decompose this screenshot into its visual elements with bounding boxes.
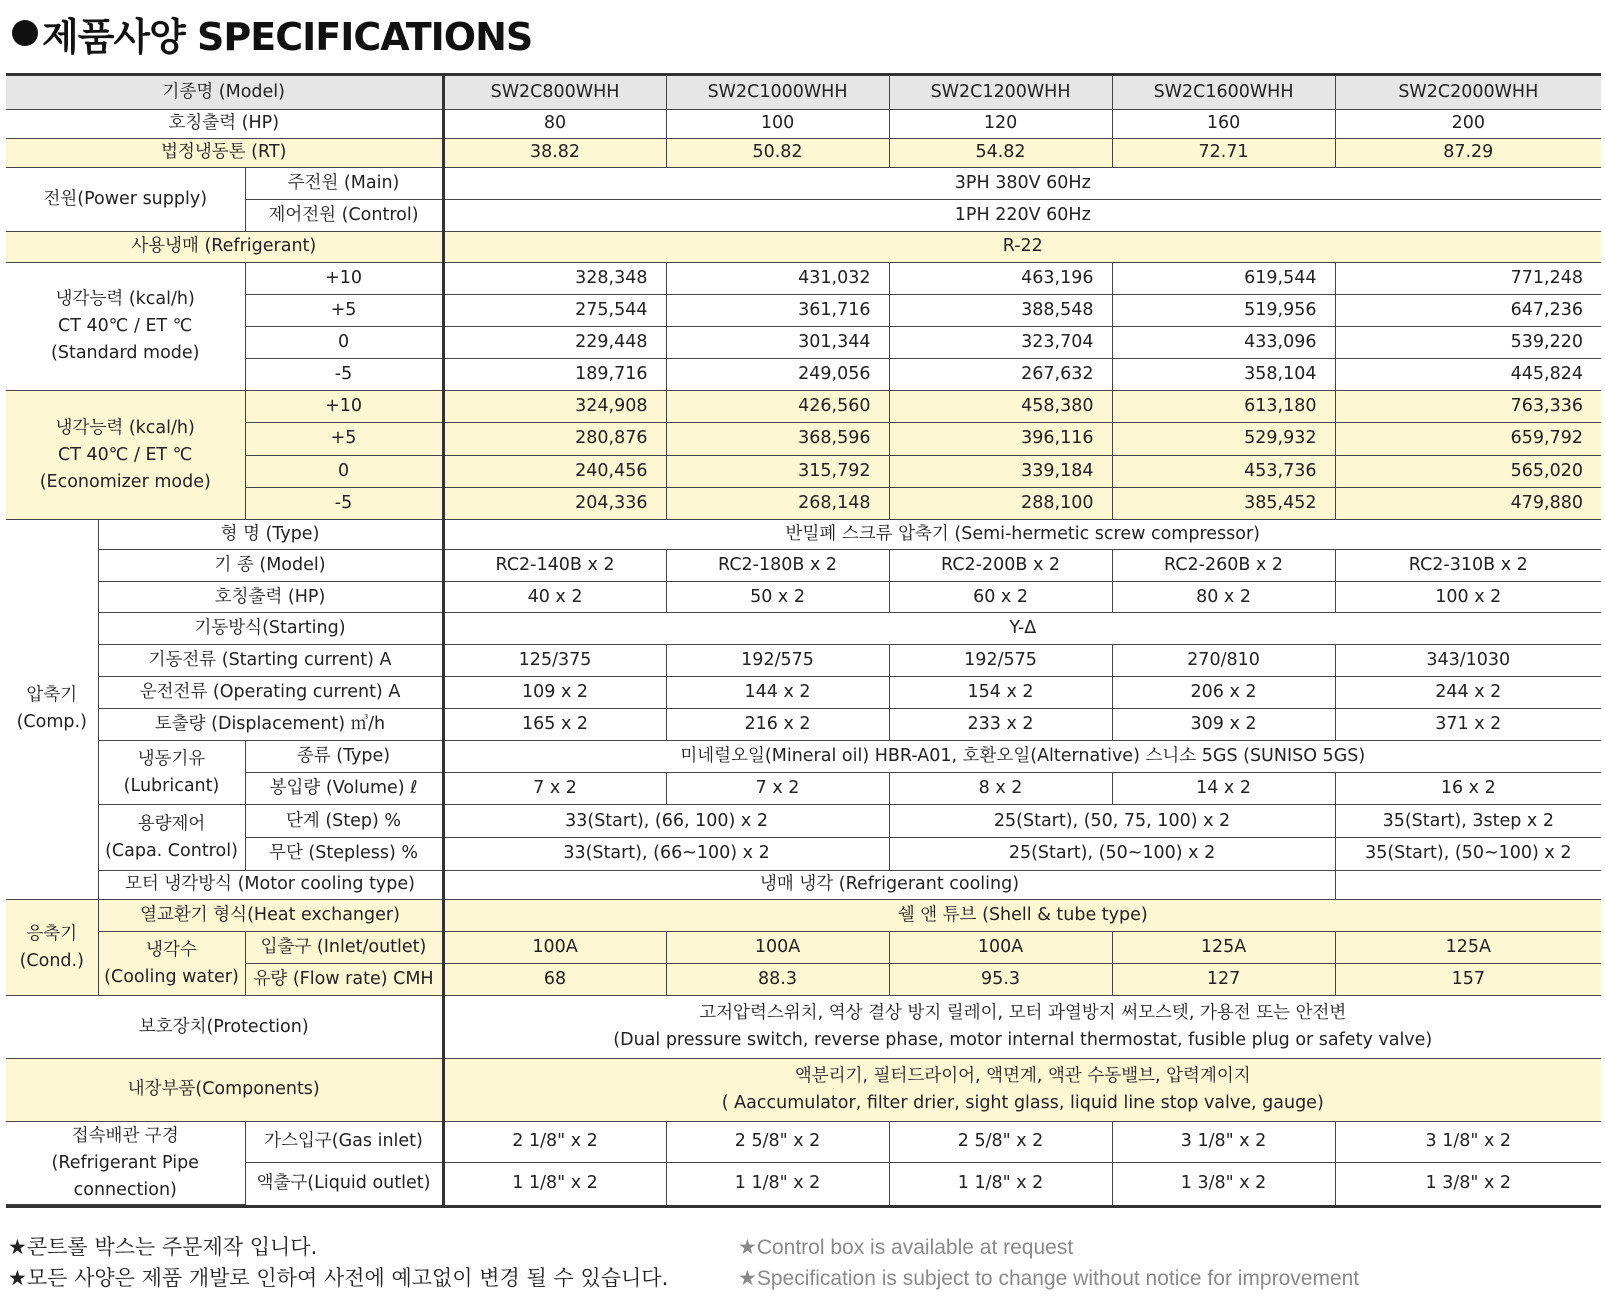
cond-hx-value: 쉘 앤 튜브 (Shell & tube type) — [443, 899, 1601, 931]
model-name: SW2C1600WHH — [1112, 76, 1335, 109]
protection-value-line: 고저압력스위치, 역상 결상 방지 릴레이, 모터 과열방지 써모스텟, 가용전 또는 안전변 — [699, 1003, 1347, 1024]
economizer-value: 385,452 — [1112, 487, 1335, 519]
standard-value: 328,348 — [443, 262, 666, 294]
components-value-line: 액분리기, 필터드라이어, 액면계, 액관 수동밸브, 압력계이지 — [794, 1065, 1251, 1086]
protection-value — [443, 996, 1601, 1058]
comp-model-value: RC2-200B x 2 — [889, 550, 1112, 582]
capa-step-value: 33(Start), (66, 100) x 2 — [443, 805, 889, 837]
economizer-value: 324,908 — [443, 391, 666, 423]
spec-table-wrapper — [6, 73, 1601, 1208]
page-title-text: 제품사양 SPECIFICATIONS — [42, 14, 533, 59]
pipe-gas-label: 가스입구(Gas inlet) — [245, 1122, 443, 1163]
bullet-icon — [12, 20, 38, 46]
pipe-label — [6, 1122, 245, 1205]
cond-flow-value: 95.3 — [889, 964, 1112, 996]
comp-op-current-value: 154 x 2 — [889, 676, 1112, 708]
lub-volume-value: 7 x 2 — [443, 773, 666, 805]
table-row-comp-starting — [6, 613, 1601, 644]
capa-label — [98, 805, 245, 870]
economizer-label-line: (Economizer mode) — [39, 471, 211, 492]
comp-label — [6, 519, 98, 899]
cond-flow-label: 유량 (Flow rate) CMH — [245, 964, 443, 996]
table-row-hp — [6, 109, 1601, 138]
model-name: SW2C2000WHH — [1335, 76, 1601, 109]
standard-label-line: (Standard mode) — [51, 342, 200, 363]
cond-flow-value: 88.3 — [666, 964, 889, 996]
standard-value: 229,448 — [443, 326, 666, 358]
capa-stepless-value: 33(Start), (66~100) x 2 — [443, 837, 889, 870]
economizer-temp: +10 — [245, 391, 443, 423]
pipe-gas-value: 2 1/8" x 2 — [443, 1122, 666, 1163]
standard-value: 358,104 — [1112, 359, 1335, 391]
note-line: ★Specification is subject to change without notice for improvement — [738, 1267, 1360, 1290]
table-row-refrigerant — [6, 232, 1601, 262]
comp-model-value: RC2-310B x 2 — [1335, 550, 1601, 582]
table-row-capa-stepless — [6, 837, 1601, 870]
economizer-value: 659,792 — [1335, 423, 1601, 455]
standard-value: 388,548 — [889, 294, 1112, 326]
comp-op-current-label: 운전전류 (Operating current) A — [98, 676, 443, 708]
table-row-comp-op-current — [6, 676, 1601, 708]
standard-value: 361,716 — [666, 294, 889, 326]
lub-volume-value: 16 x 2 — [1335, 773, 1601, 805]
table-row-cond-flow — [6, 964, 1601, 996]
table-row-lub-volume — [6, 773, 1601, 805]
lub-volume-value: 8 x 2 — [889, 773, 1112, 805]
comp-disp-value: 371 x 2 — [1335, 708, 1601, 740]
economizer-value: 339,184 — [889, 455, 1112, 487]
table-row-comp-type — [6, 519, 1601, 549]
hp-value: 80 — [443, 109, 666, 138]
pipe-liquid-value: 1 1/8" x 2 — [666, 1162, 889, 1204]
english-notes — [738, 1232, 1359, 1294]
pipe-liquid-value: 1 1/8" x 2 — [889, 1162, 1112, 1204]
economizer-temp: 0 — [245, 455, 443, 487]
pipe-label-line: (Refrigerant Pipe connection) — [51, 1152, 199, 1200]
standard-value: 275,544 — [443, 294, 666, 326]
table-row-lub-type — [6, 741, 1601, 773]
pipe-liquid-value: 1 3/8" x 2 — [1112, 1162, 1335, 1204]
economizer-value: 240,456 — [443, 455, 666, 487]
refrigerant-label: 사용냉매 (Refrigerant) — [6, 232, 443, 262]
rt-value: 50.82 — [666, 138, 889, 167]
comp-op-current-value: 109 x 2 — [443, 676, 666, 708]
table-row-economizer — [6, 455, 1601, 487]
power-control-label: 제어전원 (Control) — [245, 200, 443, 232]
comp-op-current-value: 144 x 2 — [666, 676, 889, 708]
economizer-value: 396,116 — [889, 423, 1112, 455]
standard-value: 445,824 — [1335, 359, 1601, 391]
economizer-value: 288,100 — [889, 487, 1112, 519]
economizer-value: 763,336 — [1335, 391, 1601, 423]
comp-disp-value: 233 x 2 — [889, 708, 1112, 740]
standard-value: 249,056 — [666, 359, 889, 391]
table-row-components — [6, 1058, 1601, 1121]
comp-hp-value: 40 x 2 — [443, 582, 666, 613]
capa-step-label: 단계 (Step) % — [245, 805, 443, 837]
economizer-value: 565,020 — [1335, 455, 1601, 487]
power-label: 전원(Power supply) — [6, 168, 245, 232]
refrigerant-value: R-22 — [443, 232, 1601, 262]
lub-label — [98, 741, 245, 805]
standard-value: 301,344 — [666, 326, 889, 358]
page-title — [12, 8, 532, 58]
table-row-cond-inlet — [6, 932, 1601, 964]
capa-stepless-value: 35(Start), (50~100) x 2 — [1335, 837, 1601, 870]
table-row-header — [6, 76, 1601, 109]
table-row-standard — [6, 294, 1601, 326]
pipe-gas-value: 3 1/8" x 2 — [1112, 1122, 1335, 1163]
economizer-value: 453,736 — [1112, 455, 1335, 487]
comp-hp-value: 50 x 2 — [666, 582, 889, 613]
rt-value: 87.29 — [1335, 138, 1601, 167]
economizer-label-line: CT 40℃ / ET ℃ — [58, 444, 193, 465]
comp-start-current-value: 125/375 — [443, 644, 666, 676]
comp-model-value: RC2-260B x 2 — [1112, 550, 1335, 582]
standard-value: 647,236 — [1335, 294, 1601, 326]
table-row-rt — [6, 138, 1601, 167]
economizer-value: 529,932 — [1112, 423, 1335, 455]
pipe-liquid-value: 1 3/8" x 2 — [1335, 1162, 1601, 1204]
table-row-economizer — [6, 423, 1601, 455]
cond-hx-label: 열교환기 형식(Heat exchanger) — [98, 899, 443, 931]
comp-op-current-value: 206 x 2 — [1112, 676, 1335, 708]
power-control-value: 1PH 220V 60Hz — [443, 200, 1601, 232]
standard-value: 431,032 — [666, 262, 889, 294]
pipe-gas-value: 2 5/8" x 2 — [666, 1122, 889, 1163]
standard-temp: -5 — [245, 359, 443, 391]
rt-value: 38.82 — [443, 138, 666, 167]
comp-disp-value: 165 x 2 — [443, 708, 666, 740]
cond-label-line: 응축기 — [26, 923, 78, 944]
capa-step-value: 35(Start), 3step x 2 — [1335, 805, 1601, 837]
model-name: SW2C1000WHH — [666, 76, 889, 109]
table-row-motor-cooling — [6, 870, 1601, 899]
table-row-capa-step — [6, 805, 1601, 837]
comp-starting-value: Y-Δ — [443, 613, 1601, 644]
model-header-label: 기종명 (Model) — [6, 76, 443, 109]
comp-type-label: 형 명 (Type) — [98, 519, 443, 549]
table-row-power-main — [6, 168, 1601, 200]
comp-label-line: 압축기 — [26, 685, 78, 706]
cooling-water-label — [98, 932, 245, 996]
table-row-cond-hx — [6, 899, 1601, 931]
pipe-gas-value: 3 1/8" x 2 — [1335, 1122, 1601, 1163]
economizer-mode-label — [6, 391, 245, 520]
comp-label-line: (Comp.) — [16, 712, 87, 733]
cond-inlet-value: 100A — [443, 932, 666, 964]
cond-label — [6, 899, 98, 996]
lub-label-line: 냉동기유 — [137, 748, 206, 769]
cond-flow-value: 68 — [443, 964, 666, 996]
table-row-standard — [6, 359, 1601, 391]
hp-value: 120 — [889, 109, 1112, 138]
protection-label: 보호장치(Protection) — [6, 996, 443, 1058]
standard-temp: 0 — [245, 326, 443, 358]
note-line: ★모든 사양은 제품 개발로 인하여 사전에 예고없이 변경 될 수 있습니다. — [8, 1266, 669, 1290]
economizer-value: 368,596 — [666, 423, 889, 455]
comp-disp-label: 토출량 (Displacement) ㎥/h — [98, 708, 443, 740]
comp-op-current-value: 244 x 2 — [1335, 676, 1601, 708]
motor-cooling-empty — [1335, 870, 1601, 899]
motor-cooling-label: 모터 냉각방식 (Motor cooling type) — [98, 870, 443, 899]
capa-label-line: (Capa. Control) — [105, 840, 238, 861]
components-label: 내장부품(Components) — [6, 1058, 443, 1121]
rt-value: 72.71 — [1112, 138, 1335, 167]
lub-volume-value: 7 x 2 — [666, 773, 889, 805]
table-row-economizer — [6, 391, 1601, 423]
lub-volume-label: 봉입량 (Volume) ℓ — [245, 773, 443, 805]
note-line: ★콘트롤 박스는 주문제작 입니다. — [8, 1235, 318, 1259]
cond-inlet-value: 125A — [1335, 932, 1601, 964]
protection-value-line: (Dual pressure switch, reverse phase, motor internal thermostat, fusible plug or safety valve) — [613, 1030, 1433, 1051]
economizer-value: 479,880 — [1335, 487, 1601, 519]
hp-value: 100 — [666, 109, 889, 138]
table-row-standard — [6, 326, 1601, 358]
capa-step-value: 25(Start), (50, 75, 100) x 2 — [889, 805, 1335, 837]
standard-value: 619,544 — [1112, 262, 1335, 294]
cond-flow-value: 127 — [1112, 964, 1335, 996]
components-value — [443, 1058, 1601, 1121]
comp-model-value: RC2-180B x 2 — [666, 550, 889, 582]
comp-hp-value: 60 x 2 — [889, 582, 1112, 613]
economizer-label-line: 냉각능력 (kcal/h) — [55, 417, 195, 438]
table-row-pipe-liquid — [6, 1162, 1601, 1204]
table-row-comp-hp — [6, 582, 1601, 613]
capa-stepless-value: 25(Start), (50~100) x 2 — [889, 837, 1335, 870]
cond-flow-value: 157 — [1335, 964, 1601, 996]
lub-volume-value: 14 x 2 — [1112, 773, 1335, 805]
comp-start-current-value: 343/1030 — [1335, 644, 1601, 676]
capa-label-line: 용량제어 — [137, 813, 206, 834]
standard-value: 539,220 — [1335, 326, 1601, 358]
comp-start-current-value: 270/810 — [1112, 644, 1335, 676]
standard-mode-label — [6, 262, 245, 391]
comp-model-label: 기 종 (Model) — [98, 550, 443, 582]
lub-type-value: 미네럴오일(Mineral oil) HBR-A01, 호환오일(Alternative) 스니소 5GS (SUNISO 5GS) — [443, 741, 1601, 773]
economizer-value: 280,876 — [443, 423, 666, 455]
table-row-economizer — [6, 487, 1601, 519]
comp-disp-value: 309 x 2 — [1112, 708, 1335, 740]
economizer-temp: +5 — [245, 423, 443, 455]
standard-value: 433,096 — [1112, 326, 1335, 358]
standard-value: 323,704 — [889, 326, 1112, 358]
capa-stepless-label: 무단 (Stepless) % — [245, 837, 443, 870]
spec-table — [6, 76, 1601, 1205]
comp-hp-value: 80 x 2 — [1112, 582, 1335, 613]
comp-start-current-label: 기동전류 (Starting current) A — [98, 644, 443, 676]
model-name: SW2C800WHH — [443, 76, 666, 109]
comp-start-current-value: 192/575 — [666, 644, 889, 676]
cooling-water-label-line: 냉각수 — [146, 939, 197, 960]
cond-inlet-value: 100A — [889, 932, 1112, 964]
korean-notes — [8, 1232, 668, 1294]
standard-value: 519,956 — [1112, 294, 1335, 326]
economizer-value: 426,560 — [666, 391, 889, 423]
cond-inlet-value: 125A — [1112, 932, 1335, 964]
standard-value: 189,716 — [443, 359, 666, 391]
hp-value: 160 — [1112, 109, 1335, 138]
model-name: SW2C1200WHH — [889, 76, 1112, 109]
note-line: ★Control box is available at request — [738, 1236, 1074, 1259]
pipe-label-line: 접속배관 구경 — [71, 1125, 179, 1146]
comp-model-value: RC2-140B x 2 — [443, 550, 666, 582]
cond-inlet-label: 입출구 (Inlet/outlet) — [245, 932, 443, 964]
cooling-water-label-line: (Cooling water) — [104, 966, 239, 987]
table-row-comp-start-current — [6, 644, 1601, 676]
table-row-comp-model — [6, 550, 1601, 582]
cond-inlet-value: 100A — [666, 932, 889, 964]
hp-value: 200 — [1335, 109, 1601, 138]
hp-label: 호칭출력 (HP) — [6, 109, 443, 138]
economizer-value: 613,180 — [1112, 391, 1335, 423]
comp-hp-label: 호칭출력 (HP) — [98, 582, 443, 613]
comp-disp-value: 216 x 2 — [666, 708, 889, 740]
rt-label: 법정냉동톤 (RT) — [6, 138, 443, 167]
table-row-pipe-gas — [6, 1122, 1601, 1163]
table-row-power-control — [6, 200, 1601, 232]
economizer-temp: -5 — [245, 487, 443, 519]
pipe-gas-value: 2 5/8" x 2 — [889, 1122, 1112, 1163]
pipe-liquid-label: 액출구(Liquid outlet) — [245, 1162, 443, 1204]
rt-value: 54.82 — [889, 138, 1112, 167]
motor-cooling-value: 냉매 냉각 (Refrigerant cooling) — [443, 870, 1335, 899]
power-main-label: 주전원 (Main) — [245, 168, 443, 200]
pipe-liquid-value: 1 1/8" x 2 — [443, 1162, 666, 1204]
table-row-standard — [6, 262, 1601, 294]
components-value-line: ( Aaccumulator, filter drier, sight glass, liquid line stop valve, gauge) — [721, 1092, 1324, 1113]
economizer-value: 458,380 — [889, 391, 1112, 423]
comp-start-current-value: 192/575 — [889, 644, 1112, 676]
standard-value: 463,196 — [889, 262, 1112, 294]
standard-label-line: CT 40℃ / ET ℃ — [58, 315, 193, 336]
economizer-value: 268,148 — [666, 487, 889, 519]
standard-value: 267,632 — [889, 359, 1112, 391]
comp-type-value: 반밀폐 스크류 압축기 (Semi-hermetic screw compressor) — [443, 519, 1601, 549]
cond-label-line: (Cond.) — [19, 950, 84, 971]
comp-hp-value: 100 x 2 — [1335, 582, 1601, 613]
table-row-comp-displacement — [6, 708, 1601, 740]
economizer-value: 315,792 — [666, 455, 889, 487]
comp-starting-label: 기동방식(Starting) — [98, 613, 443, 644]
table-row-protection — [6, 996, 1601, 1058]
standard-temp: +10 — [245, 262, 443, 294]
lub-label-line: (Lubricant) — [123, 775, 220, 796]
standard-temp: +5 — [245, 294, 443, 326]
standard-value: 771,248 — [1335, 262, 1601, 294]
economizer-value: 204,336 — [443, 487, 666, 519]
standard-label-line: 냉각능력 (kcal/h) — [55, 288, 195, 309]
lub-type-label: 종류 (Type) — [245, 741, 443, 773]
power-main-value: 3PH 380V 60Hz — [443, 168, 1601, 200]
